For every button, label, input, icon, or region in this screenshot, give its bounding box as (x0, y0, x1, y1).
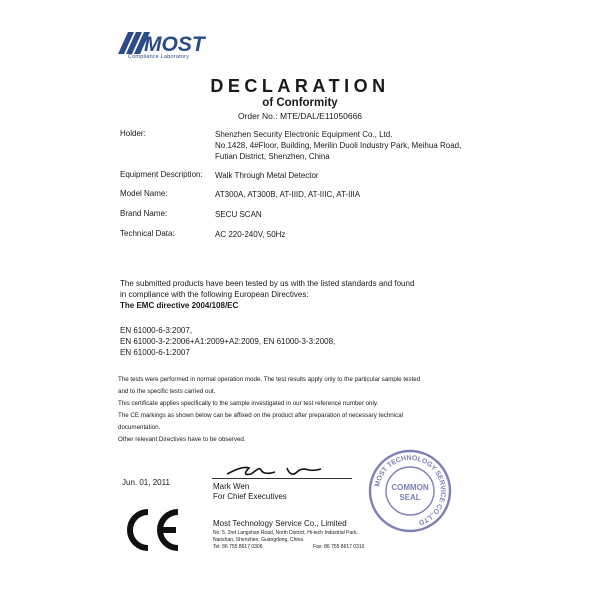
standard-item: EN 61000-6-3:2007, (120, 326, 193, 335)
note-line: The tests were performed in normal operation mode. The test results apply only to the particular sample tested (118, 376, 421, 383)
notes-block (118, 376, 498, 444)
brand-label: Brand Name: (120, 209, 168, 218)
logo-brand-text: MOST (144, 33, 205, 56)
technical-label: Technical Data: (120, 229, 175, 238)
holder-value (215, 129, 485, 162)
equipment-value: Walk Through Metal Detector (215, 171, 319, 180)
holder-address: No.1428, 4#Floor, Building, Merilin Duoli Industry Park, Meihua Road, Futian District, Shenzhen, China (215, 141, 462, 161)
note-line: and to the specific tests carried out. (118, 388, 216, 395)
standard-item: EN 61000-3-2:2006+A1:2009+A2:2009, EN 61000-3-3:2008, (120, 337, 336, 346)
issuer-fax: Fax: 86 755 8617 0310 (313, 544, 365, 550)
note-line: documentation. (118, 424, 161, 431)
model-label: Model Name: (120, 189, 168, 198)
brand-value: SECU SCAN (215, 210, 262, 219)
issue-date: Jun. 01, 2011 (122, 478, 170, 487)
statement-line-1: The submitted products have been tested by us with the listed standards and found (120, 279, 415, 288)
holder-label: Holder: (120, 129, 146, 138)
standard-item: EN 61000-6-1:2007 (120, 348, 190, 357)
note-line: Other relevant Directives have to be observed. (118, 436, 246, 443)
model-value: AT300A, AT300B, AT-IIID, AT-IIIC, AT-IIIA (215, 190, 361, 199)
note-line: The CE markings as shown below can be affixed on the product after preparation of necessary technical (118, 412, 404, 419)
address-line-2: Nanshan, Shenzhen, Guangdong, China (213, 537, 304, 543)
document-subtitle: of Conformity (262, 97, 338, 109)
directive-line: The EMC directive 2004/108/EC (120, 301, 239, 310)
standards-list (120, 325, 480, 358)
order-number: Order No.: MTE/DAL/E11050666 (237, 111, 363, 121)
statement-paragraph (120, 278, 480, 311)
seal-center-line-1: COMMON (391, 483, 429, 492)
address-line-1: No. 5, 2nd Langshan Road, North District, Hi-tech Industrial Park, (213, 530, 358, 536)
seal-center-line-2: SEAL (399, 493, 421, 502)
signer-title: For Chief Executives (213, 492, 287, 501)
issuer-company: Most Technology Service Co., Limited (213, 519, 347, 528)
statement-line-2: in compliance with the following European Directives: (120, 290, 309, 299)
holder-company: Shenzhen Security Electronic Equipment Co., Ltd. (215, 130, 393, 139)
company-seal-icon (368, 449, 452, 538)
signature-line (212, 478, 352, 479)
ce-mark-icon (120, 508, 184, 557)
signer-block (213, 482, 287, 502)
document-title: DECLARATION (210, 76, 390, 96)
issuer-tel: Tel: 86 755 8617 0306 (213, 544, 263, 550)
technical-value: AC 220-240V, 50Hz (215, 230, 286, 239)
signer-name: Mark Wen (213, 482, 250, 491)
note-line: This certificate applies specifically to the sample investigated in our test reference number only. (118, 400, 379, 407)
equipment-label: Equipment Description: (120, 170, 203, 179)
logo-subtitle: Compliance Laboratory (128, 54, 190, 60)
seal-ring-text: MOST TECHNOLOGY SERVICE CO.,LTD (374, 454, 447, 526)
